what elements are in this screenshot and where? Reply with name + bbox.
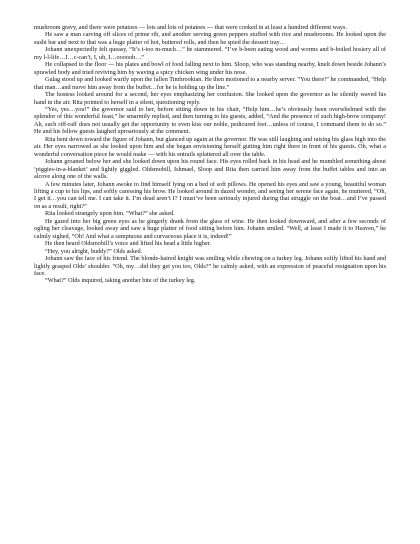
paragraph: Rita bent down toward the figure of Johann, but glanced up again at the governor. He was still laughing and raising his glass high into the air. Her eyes narrowed as she looked upon him and she began envisioning herself gutting him right there in front of his guests. Oh, what a wonderful conversation piece he would make — with his entrails splattered all over the table. xyxy=(34,135,386,158)
paragraph: A few minutes later, Johann awoke to find himself lying on a bed of soft pillows. He opened his eyes and saw a young, beautiful woman lifting a cup to his lips, and softly caressing his brow. He looked around in dazed wonder, and seeing her serene face again, he muttered, “Oh, I get it…you can tell me. I can take it. I’m dead aren’t I? I must’ve been seriously injured during that struggle on the boat…and I’ve passed on as a result, right?” xyxy=(34,180,386,210)
page-body xyxy=(34,24,386,285)
paragraph: “Hey, you alright, buddy?” Olds asked. xyxy=(45,247,143,255)
paragraph: He saw a man carving off slices of prime rib, and another serving green peppers stuffed with rice and mushrooms. He looked upon the sushi bar and next to that was a huge platter of hot, buttered rolls, and then he spied the dessert tray… xyxy=(34,31,386,46)
paragraph: “Yes, yes…you!” the governor said to her, before sitting down in his chair, “Help him…he’s obviously been overwhelmed with the splendor of this wonderful feast,” he smarmily replied, and then turning to his guests, added, “And the presence of such high-brow company! Ah, such riff-raff does not usually get the opportunity to even kiss our noble, pedicured feet…unless of course, I command them to do so.” He and his fellow guests laughed uproariously at the comment. xyxy=(34,105,386,136)
paragraph: Johann groaned below her and she looked down upon his round face. His eyes rolled back in his head and he mumbled something about ‘piggies-in-a-blanket’ and lightly giggled. Oldsmobill, Ishmael, Sloop and Rita then carried him away from the buffet tables and into an alcove along one of the walls. xyxy=(34,158,386,181)
paragraph: Gulag stood up and looked warily upon the fallen Timbrookian. He then motioned to a nearby server. “You there!” he commanded, “Help that man…and move him away from the buffet…for he is holding up the line.” xyxy=(34,76,386,91)
paragraph: He then heard Oldsmobill’s voice and lifted his head a little higher. xyxy=(45,240,211,248)
paragraph: mushroom gravy, and there were potatoes — lots and lots of potatoes — that were cooked in at least a hundred different ways. xyxy=(34,24,347,31)
paragraph: He gazed into her big green eyes as he gingerly drank from the glass of wine. He then looked downward, and after a few seconds of ogling her cleavage, looked away and saw a huge platter of food sitting before him. Johann smiled. “Well, at least I made it to Heaven,” he calmly sighed, “Oh! And what a sumptuous and curvaceous place it is, indeed!” xyxy=(34,217,386,240)
paragraph: Johann unexpectedly felt queasy, “It’s t-too m-much…” he stammered. “I’ve b-been eating wood and worms and b-boiled hosiery all of my l-l-life…I…c-can’t, I, uh, I…oooooh…” xyxy=(34,46,386,61)
paragraph: “What?” Olds inquired, taking another bite of the turkey leg. xyxy=(45,277,196,285)
paragraph: The hostess looked around for a second, her eyes emphasizing her confusion. She looked upon the governor as he silently waved his hand in the air. Rita pointed to herself in a silent, questioning reply. xyxy=(34,91,386,106)
paragraph: Johann saw the face of his friend. The blonde-haired knight was smiling while chewing on a turkey leg. Johann softly lifted his hand and lightly grasped Olds’ shoulder. “Oh, my…did they get you too, Olds?” he calmly asked, with an expression of peaceful resignation upon his face. xyxy=(34,255,386,277)
paragraph: He collapsed to the floor — his plates and bowl of food falling next to him. Sloop, who was standing nearby, knelt down beside Johann’s sprawled body and tried reviving him by waving a spicy chicken wing under his nose. xyxy=(34,61,386,76)
paragraph: Rita looked strangely upon him. “What?” she asked. xyxy=(45,210,175,218)
